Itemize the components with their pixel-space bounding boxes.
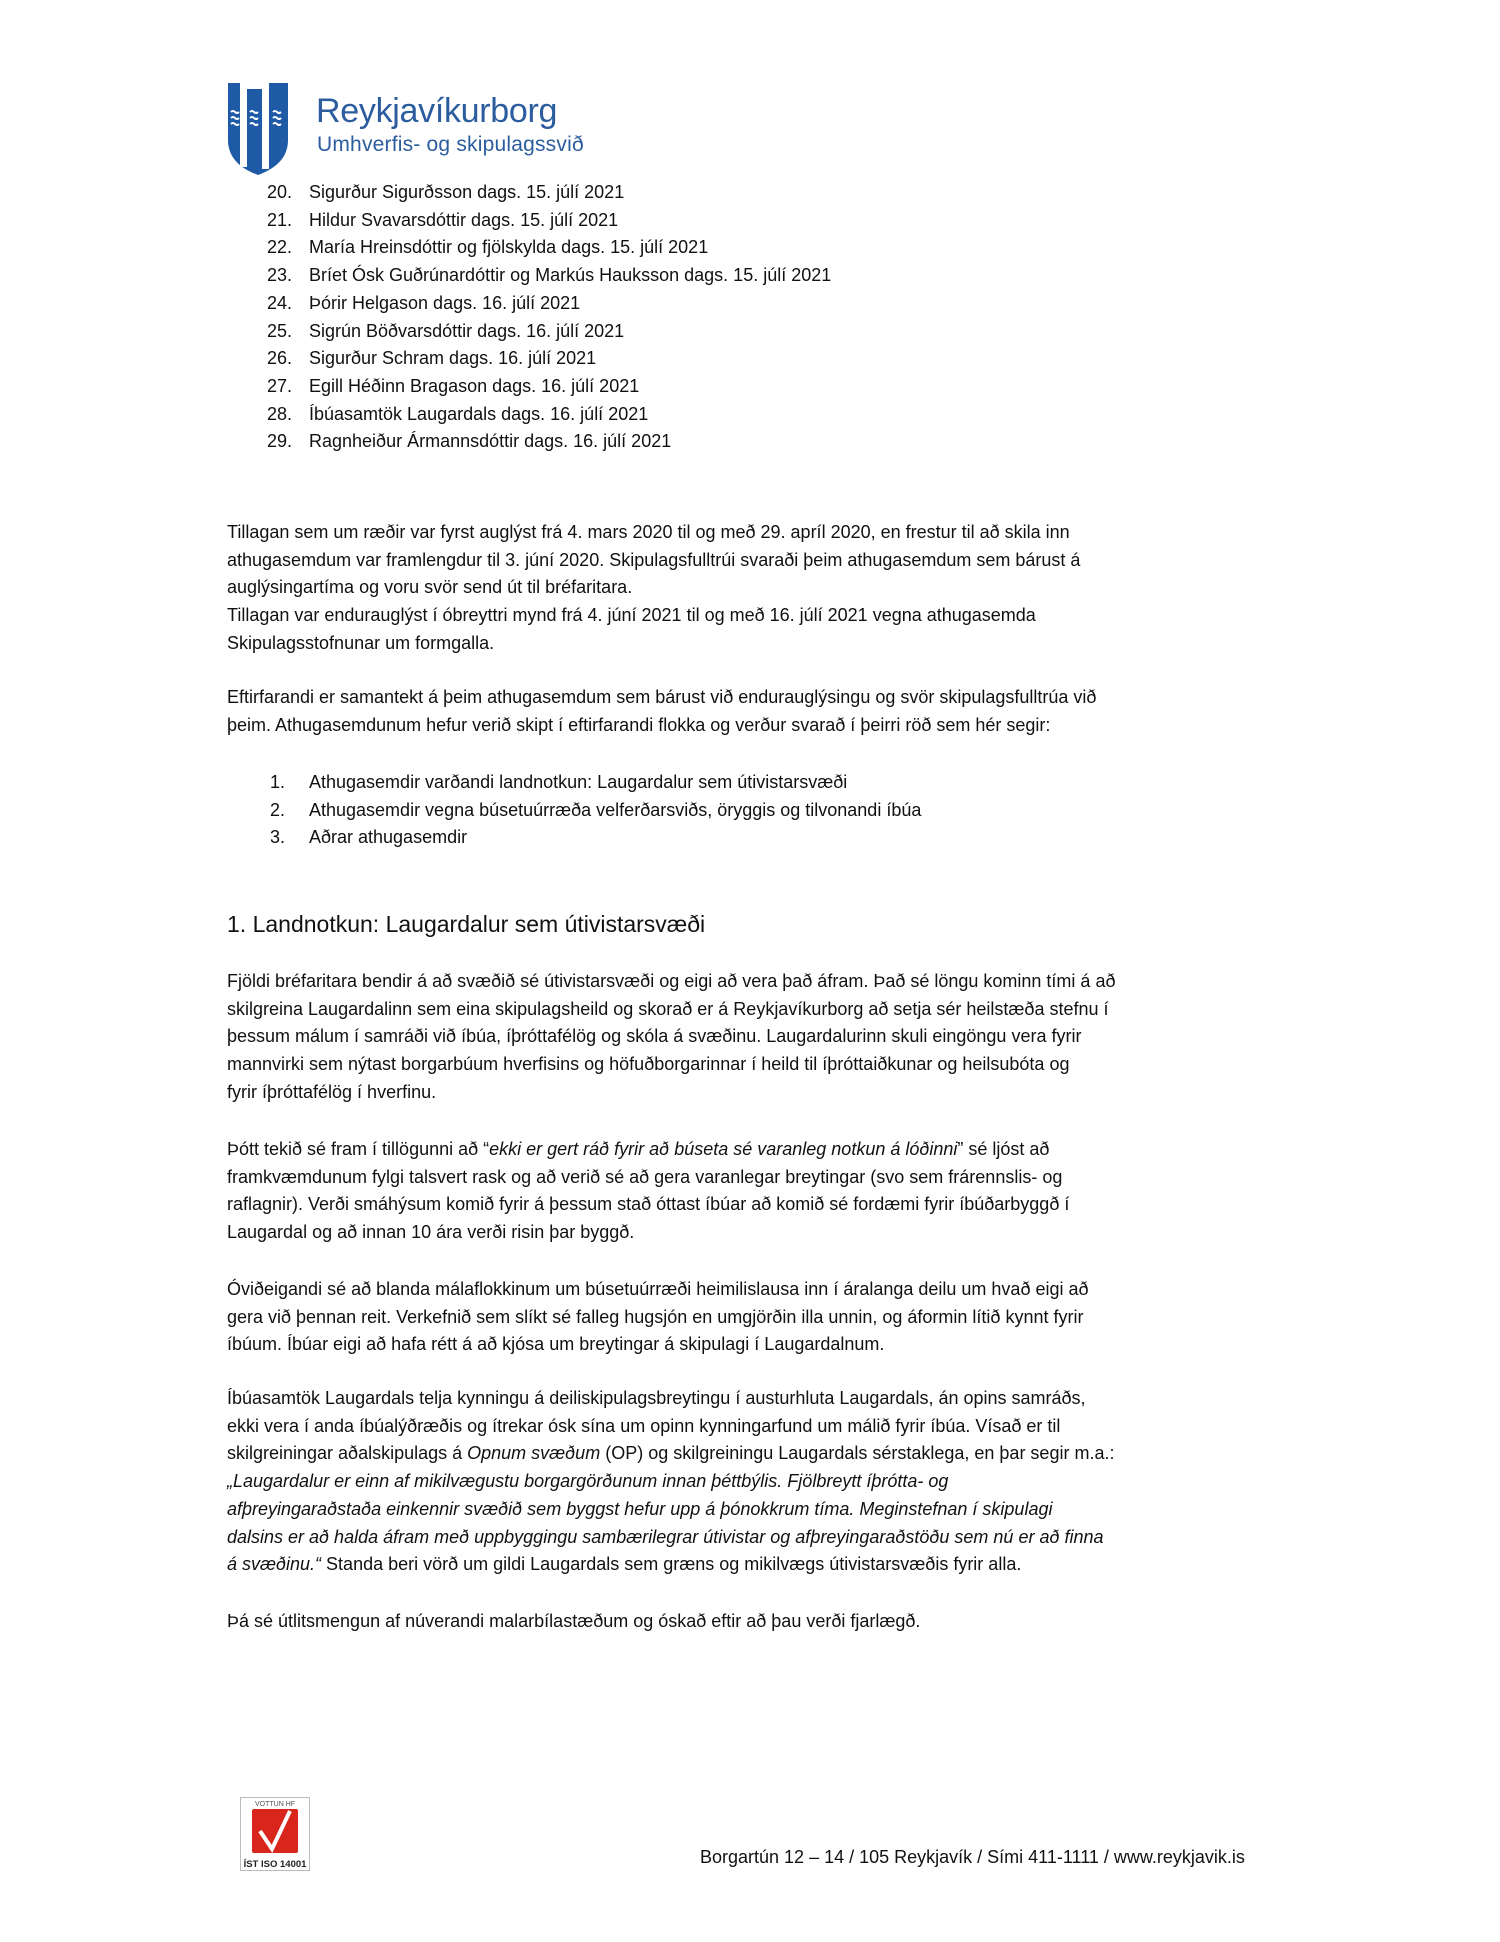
list-item-text: Bríet Ósk Guðrúnardóttir og Markús Hauksson dags. 15. júlí 2021: [309, 265, 832, 286]
text-span: mannvirki sem nýtast borgarbúum hverfisins og höfuðborgarinnar í heild til íþróttaiðkunar og heilsubóta og: [227, 1054, 1070, 1075]
paragraph-line: [227, 1193, 1069, 1215]
list-item-number: 25.: [267, 320, 293, 341]
list-item-text: Athugasemdir vegna búsetuúrræða velferðarsviðs, öryggis og tilvonandi íbúa: [309, 799, 922, 820]
list-item-text: María Hreinsdóttir og fjölskylda dags. 15. júlí 2021: [309, 237, 709, 258]
list-item-number: 1.: [270, 772, 286, 792]
list-item-text: Sigurður Sigurðsson dags. 15. júlí 2021: [309, 182, 625, 202]
reykjavik-coat-of-arms-logo: [227, 82, 289, 176]
svg-text:ÍST ISO 14001: ÍST ISO 14001: [243, 1859, 307, 1870]
italic-text: á svæðinu.“: [227, 1554, 322, 1575]
list-item-text: Aðrar athugasemdir: [309, 827, 468, 848]
paragraph-line: [227, 1278, 1089, 1300]
italic-text: ekki er gert ráð fyrir að búseta sé varanleg notkun á lóðinni: [489, 1139, 958, 1159]
paragraph-line: [227, 1387, 1086, 1409]
text-span: Þótt tekið sé fram í tillögunni að “: [227, 1139, 490, 1159]
text-span: skilgreina Laugardalinn sem eina skipulagsheild og skorað er á Reykjavíkurborg að setja sér heilstæða stefnu í: [227, 998, 1109, 1019]
italic-text: afþreyingaraðstaða einkennir svæðið sem byggst hefur upp á þónokkrum tíma. Meginstefnan í skipulagi: [227, 1498, 1053, 1519]
department-name: Umhverfis- og skipulagssvið: [317, 133, 584, 156]
paragraph-line: [227, 1526, 1104, 1548]
paragraph-line: [227, 1025, 1081, 1047]
paragraph-line: [227, 1221, 634, 1243]
list-item-text: Þórir Helgason dags. 16. júlí 2021: [309, 292, 581, 313]
text-span: Standa beri vörð um gildi Laugardals sem græns og mikilvægs útivistarsvæðis fyrir alla.: [321, 1554, 1022, 1575]
list-item-text: Íbúasamtök Laugardals dags. 16. júlí 2021: [309, 403, 649, 424]
paragraph-line: [227, 1470, 948, 1492]
paragraph-line: [227, 1553, 1021, 1575]
italic-text: „Laugardalur er einn af mikilvægustu borgargörðunum innan þéttbýlis. Fjölbreytt íþrótta- og: [227, 1471, 949, 1492]
text-span: Þá sé útlitsmengun af núverandi malarbílastæðum og óskað eftir að þau verði fjarlægð.: [227, 1611, 921, 1631]
list-item-text: Sigurður Schram dags. 16. júlí 2021: [309, 348, 597, 369]
text-span: raflagnir). Verði smáhýsum komið fyrir á þessum stað óttast íbúar að komið sé fordæmi fyrir íbúðarbyggð í: [227, 1194, 1070, 1215]
italic-text: dalsins er að halda áfram með uppbyggingu sambærilegrar útivistar og afþreyingaraðstöðu sem nú er að finna: [227, 1526, 1104, 1547]
text-span: gera við þennan reit. Verkefnið sem slíkt sé falleg hugsjón en umgjörðin illa unnin, og áformin lítið kynnt fyrir: [227, 1306, 1084, 1327]
text-span: Óviðeigandi sé að blanda málaflokkinum um búsetuúrræði heimilislausa inn í áralanga deilu um hvað eigi að: [227, 1279, 1089, 1299]
paragraph-line: [227, 549, 1080, 571]
paragraph-line: [227, 576, 632, 598]
text-span: athugasemdum var framlengdur til 3. júní 2020. Skipulagsfulltrúi svaraði þeim athugasemdum sem bárust á: [227, 549, 1081, 570]
list-item-number: 20.: [267, 182, 293, 202]
text-span: Fjöldi bréfaritara bendir á að svæðið sé útivistarsvæði og eigi að vera það áfram. Það sé löngu kominn tími á að: [227, 971, 1116, 991]
text-span: auglýsingartíma og voru svör send út til bréfaritara.: [227, 577, 633, 598]
text-span: Tillagan sem um ræðir var fyrst auglýst frá 4. mars 2020 til og með 29. apríl 2020, en frestur til að skila inn: [227, 522, 1070, 542]
text-span: íbúum. Íbúar eigi að hafa rétt á að kjósa um breytingar á skipulagi í Laugardalnum.: [227, 1334, 885, 1355]
italic-text: Opnum svæðum: [467, 1443, 601, 1464]
text-span: þeim. Athugasemdunum hefur verið skipt í eftirfarandi flokka og verður svarað í þeirri röð sem hér segir:: [227, 714, 1051, 735]
list-item-number: 27.: [267, 375, 293, 396]
list-item-text: Hildur Svavarsdóttir dags. 15. júlí 2021: [309, 209, 619, 230]
text-span: Skipulagsstofnunar um formgalla.: [227, 632, 495, 653]
text-span: (OP) og skilgreiningu Laugardals sérstaklega, en þar segir m.a.:: [600, 1443, 1115, 1464]
text-span: Laugardal og að innan 10 ára verði risin þar byggð.: [227, 1222, 635, 1243]
iso-14001-certification-logo: [240, 1797, 310, 1871]
list-item-number: 24.: [267, 292, 293, 313]
paragraph-line: [227, 714, 1050, 736]
text-span: skilgreiningar aðalskipulags á: [227, 1443, 468, 1464]
text-span: Íbúasamtök Laugardals telja kynningu á deiliskipulagsbreytingu í austurhluta Laugardals, án opins samráðs,: [227, 1388, 1086, 1408]
text-span: framkvæmdunum fylgi talsvert rask og að verið sé að gera varanlegar breytingar (svo sem frárennslis- og: [227, 1166, 1063, 1187]
list-item-number: 26.: [267, 348, 293, 369]
paragraph-line: [227, 1081, 436, 1103]
paragraph-line: [227, 1166, 1062, 1188]
paragraph-line: [227, 1333, 884, 1355]
list-item-number: 2.: [270, 799, 286, 820]
list-item-text: Sigrún Böðvarsdóttir dags. 16. júlí 2021: [309, 320, 625, 341]
paragraph-line: [227, 1138, 1049, 1160]
list-item-text: Ragnheiður Ármannsdóttir dags. 16. júlí 2021: [309, 431, 672, 452]
footer-address: Borgartún 12 – 14 / 105 Reykjavík / Sími 411-1111 / www.reykjavik.is: [700, 1847, 1245, 1867]
text-span: fyrir íþróttafélög í hverfinu.: [227, 1081, 437, 1102]
paragraph-line: [227, 686, 1096, 708]
list-item-text: Egill Héðinn Bragason dags. 16. júlí 2021: [309, 375, 640, 396]
paragraph-line: [227, 970, 1115, 992]
text-span: ekki vera í anda íbúalýðræðis og ítrekar ósk sína um opinn kynningarfund um málið fyrir íbúa. Vísað er til: [227, 1415, 1061, 1436]
list-item-number: 29.: [267, 431, 293, 452]
section-heading: 1. Landnotkun: Laugardalur sem útivistarsvæði: [227, 911, 706, 937]
list-item-number: 28.: [267, 403, 293, 424]
paragraph-line: [227, 1610, 920, 1632]
text-span: þessum málum í samráði við íbúa, íþróttafélög og skóla á svæðinu. Laugardalurinn skuli eingöngu vera fyrir: [227, 1026, 1082, 1047]
svg-text:VOTTUN HF: VOTTUN HF: [254, 1801, 296, 1808]
paragraph-line: [227, 632, 494, 654]
list-item-number: 23.: [267, 265, 293, 286]
list-item-number: 22.: [267, 237, 293, 258]
text-span: ” sé ljóst að: [957, 1139, 1050, 1159]
paragraph-line: [227, 1415, 1060, 1437]
paragraph-line: [227, 521, 1070, 543]
paragraph-line: [227, 998, 1109, 1020]
text-span: Eftirfarandi er samantekt á þeim athugasemdum sem bárust við endurauglýsingu og svör skipulagsfulltrúa við: [227, 687, 1097, 707]
org-name: Reykjavíkurborg: [316, 92, 558, 130]
paragraph-line: [227, 1442, 1114, 1464]
list-item-text: Athugasemdir varðandi landnotkun: Laugardalur sem útivistarsvæði: [309, 772, 848, 792]
list-item-number: 21.: [267, 209, 293, 230]
paragraph-line: [227, 1306, 1083, 1328]
paragraph-line: [227, 604, 1036, 626]
paragraph-line: [227, 1053, 1069, 1075]
list-item-number: 3.: [270, 827, 286, 848]
paragraph-line: [227, 1498, 1052, 1520]
text-span: Tillagan var endurauglýst í óbreyttri mynd frá 4. júní 2021 til og með 16. júlí 2021 vegna athugasemda: [227, 605, 1036, 626]
